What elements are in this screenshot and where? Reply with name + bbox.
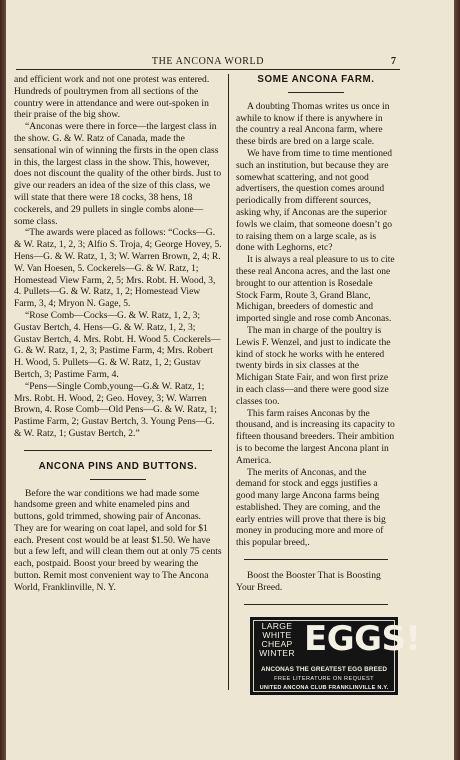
section-divider xyxy=(244,604,388,605)
article-paragraph: “The awards were placed as follows: “Cocks—G. & W. Ratz, 1, 2, 3; Alfio S. Troja, 4; George Hovey, 5. Hens—G. & W. Ratz, 1, 3; W. Warren Brown, 2, 4; R. W. Van Hoesen, 5. Cockerels—G. & W. Ratz, 1; Homestead View Farm, 2, 5; Mrs. Robt. H. Wood, 3, 4. Pullets—G. & W. Ratz, 1, 2; Homestead View Farm, 3, 4; Mryon N. Gage, 5. xyxy=(14,227,222,310)
article-paragraph: “Rose Comb—Cocks—G. & W. Ratz, 1, 2, 3; Gustav Bertch, 4. Hens—G. & W. Ratz, 1, 2, 3; Gustav Bertch, 4. Mrs. Robt. H. Wood 5. Cockerels—G. & W. Ratz, 1, 2, 3; Pastime Farm, 4; Mrs. Robert H. Wood, 5. Pullets—G. & W. Ratz, 1, 2; Gustav Bertch, 3; Pastime Farm, 4. xyxy=(14,309,221,380)
page-number: 7 xyxy=(391,56,396,67)
magazine-page xyxy=(6,0,454,760)
article-paragraph: The man in charge of the poultry is Lewis F. Wenzel, and just to indicate the kind of stock he works with he entered twenty birds in six classes at the Michigan State Fair, and won first prize in each class—and there were good size classes too. xyxy=(236,324,391,407)
ad-address: UNITED ANCONA CLUB FRANKLINVILLE N.Y. xyxy=(259,684,389,691)
ad-word: WHITE xyxy=(262,629,292,640)
section-divider xyxy=(24,450,211,451)
ad-offer: FREE LITERATURE ON REQUEST xyxy=(274,675,374,682)
article-paragraph: This farm raises Anconas by the thousand, and is increasing its capacity to fifteen thousand breeders. Their ambition is to become the largest Ancona plant in America. xyxy=(236,407,395,466)
article-paragraph: and efficient work and not one protest was entered. Hundreds of poultrymen from all sections of the country were in attendance and were out-spoken in their praise of the big show. xyxy=(14,74,210,121)
ad-word: LARGE xyxy=(261,620,293,631)
eggs-advertisement xyxy=(250,617,421,695)
article-paragraph: “Pens—Single Comb,young—G.& W. Ratz, 1; Mrs. Robt. H. Wood, 2; Geo. Hovey, 3; W. Warren Brown, 4. Rose Comb—Old Pens—G. & W. Ratz, 1; Pastime Farm, 2; Gustav Bertch, 3. Young Pens—G. & W. Ratz, 1; Gustav Bertch, 2.” xyxy=(14,380,217,439)
column-divider xyxy=(228,74,229,690)
binding-edge xyxy=(0,0,6,760)
article-paragraph: The merits of Anconas, and the demand for stock and eggs justifies a good many large Ancona farms being established. They are coming, and the early entries will prove that there is big money in producing more and more of this popular breed,. xyxy=(236,466,386,549)
article-paragraph: A doubting Thomas writes us once in awhile to know if there is anywhere in the country a real Ancona farm, where these birds are bred on a large scale. xyxy=(236,100,390,148)
right-column xyxy=(236,74,421,695)
farm-section-title: SOME ANCONA FARM. xyxy=(257,74,375,85)
ad-word: CHEAP xyxy=(261,639,293,650)
ad-word-stack xyxy=(255,622,299,659)
article-paragraph: We have from time to time mentioned such an institution, but because they are somewhat scattering, and not good advertisers, the question comes around periodically from different sources, asking why, if Anconas are the superior fowls we claim, that someone doesn’t go to raising them on a large scale, as is done with Leghorns, etc? xyxy=(236,147,393,254)
running-title: THE ANCONA WORLD xyxy=(151,56,265,67)
ad-word: WINTER xyxy=(259,648,295,659)
title-underline xyxy=(288,92,344,93)
article-paragraph: “Anconas were there in force—the largest class in the show. G. & W. Ratz of Canada, made the sensational win of winning the firsts in the open class in this, the largest class in the show. This, however, does not discount the quality of the other birds. Just to give our readers an idea of the size of this class, we will state that there were 18 cocks, 38 hens, 18 cockerels, and 29 pullets in single combs alone—some class. xyxy=(14,121,222,227)
page-edge xyxy=(454,0,460,760)
pins-paragraph: Before the war conditions we had made some handsome green and white enameled pins and buttons, gold trimmed, showing pair of Anconas. They are for wearing on coat lapel, and sold for $1 each. Present cost would be at least $1.50. We have but a few left, and will clean them out at only 75 cents each, postpaid. Boost your breed by wearing the button. Remit most convenient way to The Ancona World, Franklinville, N. Y. xyxy=(14,487,222,593)
ad-tagline: ANCONAS THE GREATEST EGG BREED xyxy=(260,665,388,673)
title-underline xyxy=(90,479,146,480)
boost-slogan: Boost the Booster That is Boosting Your Breed. xyxy=(236,570,381,593)
left-column xyxy=(14,74,222,594)
article-paragraph: It is always a real pleasure to us to cite these real Ancona acres, and the last one brought to our attention is Rosedale Stock Farm, Route 3, Grand Blanc, Michigan, breeders of domestic and imported single and rose comb Anconas. xyxy=(236,254,395,325)
header-rule xyxy=(16,69,400,70)
section-divider xyxy=(244,559,388,560)
pins-section-title: ANCONA PINS AND BUTTONS. xyxy=(38,460,198,472)
ad-headline: EGGS! xyxy=(304,618,421,659)
